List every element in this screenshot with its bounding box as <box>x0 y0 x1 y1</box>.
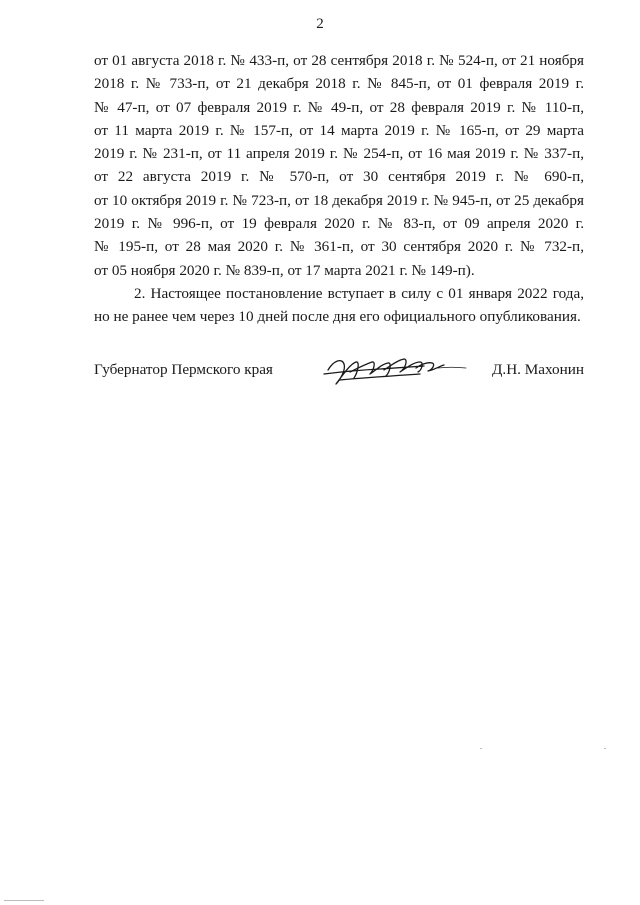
text-line: 2018 г. № 733-п, от 21 декабря 2018 г. № 845-п, от 01 февраля 2019 г. <box>94 75 584 93</box>
scan-artifact <box>604 748 606 749</box>
text-line: 2019 г. № 996-п, от 19 февраля 2020 г. № 83-п, от 09 апреля 2020 г. <box>94 215 584 233</box>
scan-artifact <box>480 748 482 749</box>
text-line: от 11 марта 2019 г. № 157-п, от 14 марта 2019 г. № 165-п, от 29 марта <box>94 121 584 139</box>
paragraph-2 <box>94 282 584 329</box>
signature-block <box>94 358 584 398</box>
text-line: но не ранее чем через 10 дней после дня его официального опубликования. <box>94 308 581 326</box>
text-line: 2019 г. № 231-п, от 11 апреля 2019 г. № 254-п, от 16 мая 2019 г. № 337-п, <box>94 145 584 163</box>
signatory-title: Губернатор Пермского края <box>94 361 273 378</box>
signatory-name: Д.Н. Махонин <box>492 361 584 378</box>
text-line: от 01 августа 2018 г. № 433-п, от 28 сентября 2018 г. № 524-п, от 21 ноября <box>94 52 584 69</box>
page-number: 2 <box>316 16 324 32</box>
handwritten-signature <box>320 350 470 390</box>
text-line: № 47-п, от 07 февраля 2019 г. № 49-п, от 28 февраля 2019 г. № 110-п, <box>94 98 584 116</box>
scan-artifact <box>4 900 44 901</box>
text-line: от 22 августа 2019 г. № 570-п, от 30 сентября 2019 г. № 690-п, <box>94 168 584 186</box>
document-body <box>94 49 584 329</box>
text-line: № 195-п, от 28 мая 2020 г. № 361-п, от 30 сентября 2020 г. № 732-п, <box>94 238 584 256</box>
text-line: 2. Настоящее постановление вступает в силу с 01 января 2022 года, <box>134 284 584 302</box>
paragraph-1 <box>94 49 584 282</box>
text-line: от 10 октября 2019 г. № 723-п, от 18 декабря 2019 г. № 945-п, от 25 декабря <box>94 191 584 209</box>
text-line: от 05 ноября 2020 г. № 839-п, от 17 марта 2021 г. № 149-п). <box>94 261 475 279</box>
